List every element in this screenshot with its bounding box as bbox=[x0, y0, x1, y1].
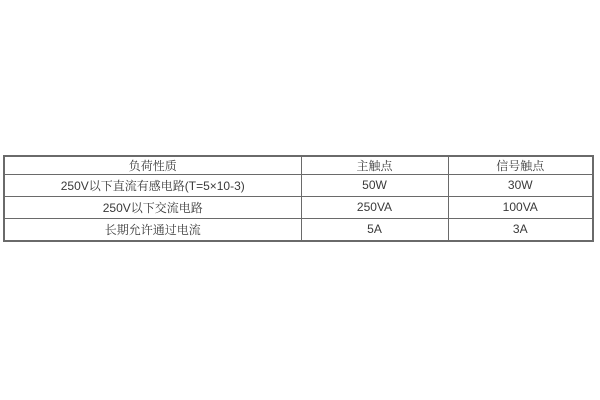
cell-signal-contact: 3A bbox=[448, 218, 593, 241]
cell-load-nature: 250V以下交流电路 bbox=[4, 196, 301, 218]
table-header-row bbox=[4, 156, 593, 175]
header-cell-load-nature: 负荷性质 bbox=[4, 156, 301, 175]
header-cell-signal-contact: 信号触点 bbox=[448, 156, 593, 175]
cell-signal-contact: 100VA bbox=[448, 196, 593, 218]
cell-main-contact: 50W bbox=[301, 175, 448, 197]
cell-load-nature: 长期允许通过电流 bbox=[4, 218, 301, 241]
table-row bbox=[4, 218, 593, 241]
table-row bbox=[4, 196, 593, 218]
cell-main-contact: 5A bbox=[301, 218, 448, 241]
header-cell-main-contact: 主触点 bbox=[301, 156, 448, 175]
contact-rating-table bbox=[3, 155, 594, 242]
cell-main-contact: 250VA bbox=[301, 196, 448, 218]
table-row bbox=[4, 175, 593, 197]
cell-signal-contact: 30W bbox=[448, 175, 593, 197]
cell-load-nature: 250V以下直流有感电路(T=5×10-3) bbox=[4, 175, 301, 197]
